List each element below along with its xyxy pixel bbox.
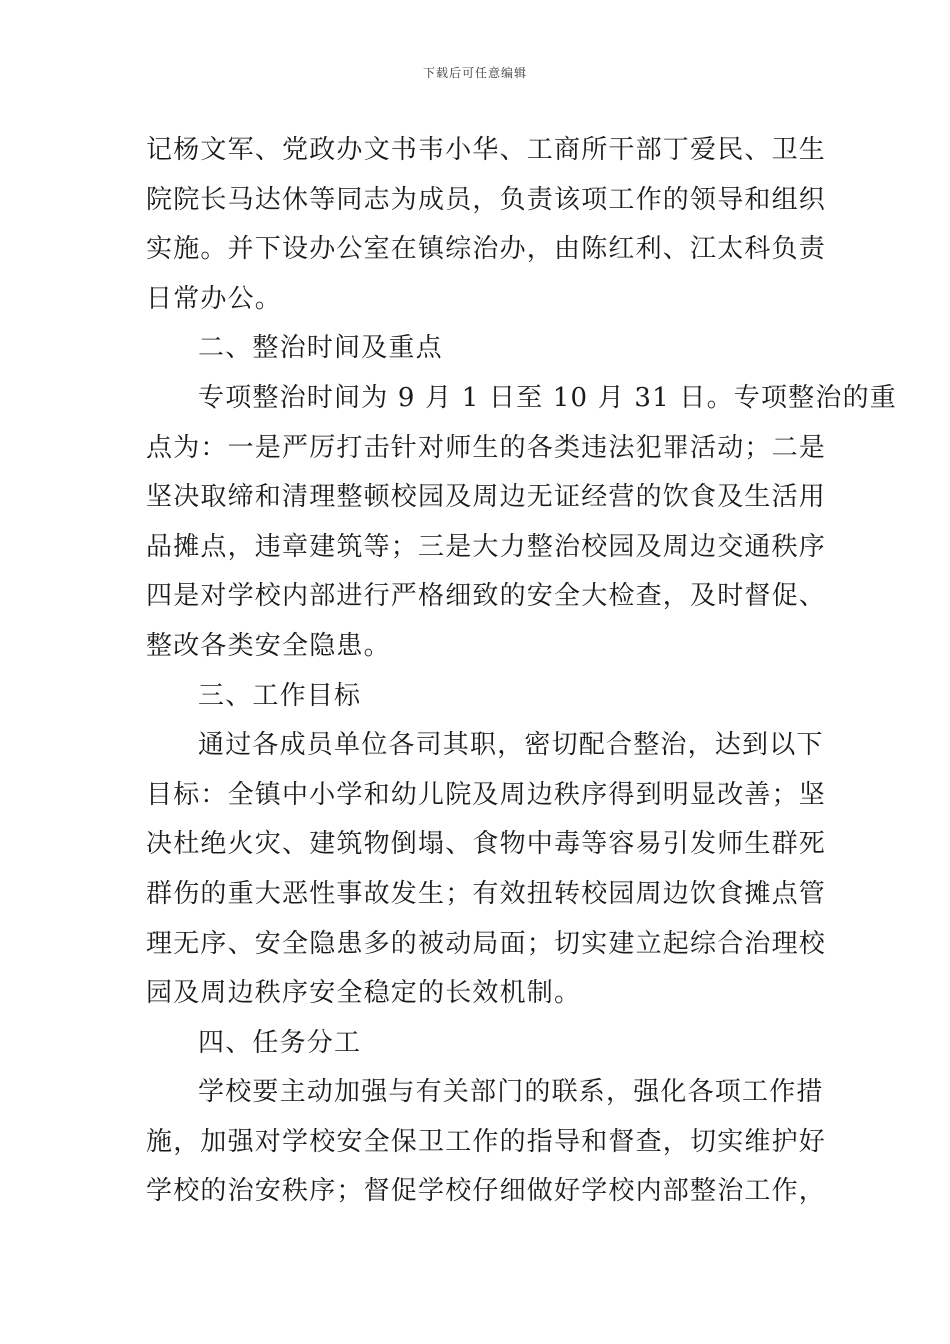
text-line: 群伤的重大恶性事故发生；有效扭转校园周边饮食摊点管 [146, 878, 827, 909]
text-line: 学校的治安秩序；督促学校仔细做好学校内部整治工作， [146, 1176, 827, 1207]
text-line: 通过各成员单位各司其职，密切配合整治，达到以下 [198, 730, 824, 761]
text-line: 整改各类安全隐患。 [146, 630, 391, 661]
text-line: 四是对学校内部进行严格细致的安全大检查，及时督促、 [146, 581, 827, 612]
text-line: 施，加强对学校安全保卫工作的指导和督查，切实维护好 [146, 1126, 827, 1157]
section-heading: 四、任务分工 [198, 1027, 362, 1058]
section-heading: 三、工作目标 [198, 680, 362, 711]
page-header: 下载后可任意编辑 [422, 66, 527, 80]
text-line: 院院长马达休等同志为成员，负责该项工作的领导和组织 [146, 184, 827, 215]
text-line: 目标：全镇中小学和幼儿院及周边秩序得到明显改善；坚 [146, 779, 827, 810]
text-line: 品摊点，违章建筑等；三是大力整治校园及周边交通秩序 [146, 531, 827, 562]
text-line: 日常办公。 [146, 283, 283, 314]
text-line: 理无序、安全隐患多的被动局面；切实建立起综合治理校 [146, 928, 827, 959]
section-heading: 二、整治时间及重点 [198, 333, 443, 364]
text-line: 坚决取缔和清理整顿校园及周边无证经营的饮食及生活用 [146, 482, 827, 513]
text-line: 学校要主动加强与有关部门的联系，强化各项工作措 [198, 1077, 824, 1108]
text-line: 决杜绝火灾、建筑物倒塌、食物中毒等容易引发师生群死 [146, 829, 827, 860]
text-line: 园及周边秩序安全稳定的长效机制。 [146, 978, 582, 1009]
text-line: 实施。并下设办公室在镇综治办，由陈红利、江太科负责 [146, 234, 827, 265]
text-line: 专项整治时间为 9 月 1 日至 10 月 31 日。专项整治的重 [198, 382, 897, 413]
text-line: 点为：一是严厉打击针对师生的各类违法犯罪活动；二是 [146, 432, 827, 463]
document-body [146, 126, 897, 1217]
text-line: 记杨文军、党政办文书韦小华、工商所干部丁爱民、卫生 [146, 135, 827, 165]
